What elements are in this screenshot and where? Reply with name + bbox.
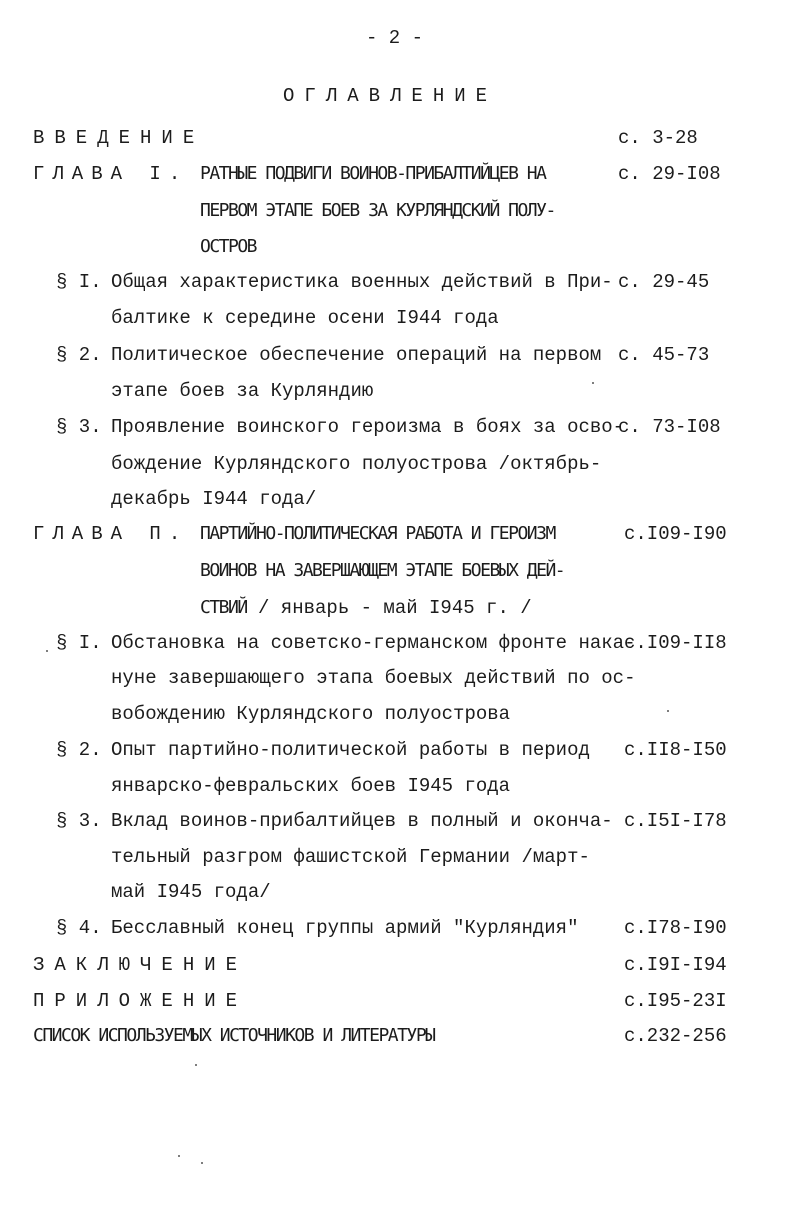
ch1-s3-mark: § 3. bbox=[56, 416, 102, 438]
ch2-s4-pages: с.I78-I90 bbox=[624, 917, 727, 939]
toc-appendix-label: ПРИЛОЖЕНИЕ bbox=[33, 990, 248, 1012]
ch2-s1-line: нуне завершающего этапа боевых действий по ос- bbox=[111, 667, 636, 689]
ch2-s2-mark: § 2. bbox=[56, 739, 102, 761]
ch2-s2-line: Опыт партийно-политической работы в период bbox=[111, 739, 590, 761]
ch1-s1-mark: § I. bbox=[56, 271, 102, 293]
ch1-s2-line: Политическое обеспечение операций на первом bbox=[111, 344, 602, 366]
ch1-s2-mark: § 2. bbox=[56, 344, 102, 366]
ch2-s2-line: январско-февральских боев I945 года bbox=[111, 775, 511, 797]
chapter2-title-line: СТВИЙ bbox=[200, 597, 247, 618]
chapter1-title-line: ПЕРВОМ ЭТАПЕ БОЕВ ЗА КУРЛЯНДСКИЙ ПОЛУ- bbox=[200, 200, 555, 221]
chapter1-label: ГЛАВА I. bbox=[33, 163, 189, 185]
chapter2-title-line: ПАРТИЙНО-ПОЛИТИЧЕСКАЯ РАБОТА И ГЕРОИЗМ bbox=[200, 523, 555, 544]
ch2-s3-pages: с.I5I-I78 bbox=[624, 810, 727, 832]
toc-appendix-pages: с.I95-23I bbox=[624, 990, 727, 1012]
ch2-s2-pages: с.II8-I50 bbox=[624, 739, 727, 761]
ch2-s1-line: вобождению Курляндского полуострова bbox=[111, 703, 511, 725]
chapter1-pages: с. 29-I08 bbox=[618, 163, 721, 185]
chapter2-pages: с.I09-I90 bbox=[624, 523, 727, 545]
toc-sources-pages: с.232-256 bbox=[624, 1025, 727, 1047]
toc-sources-label: СПИСОК ИСПОЛЬЗУЕМЫХ ИСТОЧНИКОВ И ЛИТЕРАТУРЫ bbox=[33, 1025, 435, 1046]
toc-intro-pages: с. 3-28 bbox=[618, 127, 698, 149]
scan-speck bbox=[201, 1162, 203, 1164]
ch2-s1-pages: с.I09-II8 bbox=[624, 632, 727, 654]
toc-conclusion-pages: с.I9I-I94 bbox=[624, 954, 727, 976]
ch2-s1-line: Обстановка на советско-германском фронте нака- bbox=[111, 632, 636, 654]
scan-speck bbox=[667, 710, 669, 712]
toc-intro-label: ВВЕДЕНИЕ bbox=[33, 127, 205, 149]
toc-title: ОГЛАВЛЕНИЕ bbox=[283, 85, 498, 107]
ch2-s4-mark: § 4. bbox=[56, 917, 102, 939]
ch2-s4-line: Бесславный конец группы армий "Курляндия" bbox=[111, 917, 579, 939]
ch1-s3-line: бождение Курляндского полуострова /октябрь- bbox=[111, 453, 602, 475]
ch2-s1-mark: § I. bbox=[56, 632, 102, 654]
toc-conclusion-label: ЗАКЛЮЧЕНИЕ bbox=[33, 954, 248, 976]
chapter1-title-line: РАТНЫЕ ПОДВИГИ ВОИНОВ-ПРИБАЛТИЙЦЕВ НА bbox=[200, 163, 546, 184]
scan-speck bbox=[195, 1064, 197, 1066]
ch1-s2-pages: с. 45-73 bbox=[618, 344, 710, 366]
ch2-s3-line: май I945 года/ bbox=[111, 881, 271, 903]
ch2-s3-mark: § 3. bbox=[56, 810, 102, 832]
scan-speck bbox=[592, 382, 594, 384]
chapter2-label: ГЛАВА П. bbox=[33, 523, 189, 545]
chapter2-title-line: ВОИНОВ НА ЗАВЕРШАЮЩЕМ ЭТАПЕ БОЕВЫХ ДЕЙ- bbox=[200, 560, 565, 581]
ch1-s1-line: Общая характеристика военных действий в При- bbox=[111, 271, 613, 293]
ch1-s2-line: этапе боев за Курляндию bbox=[111, 380, 374, 402]
ch1-s3-pages: с. 73-I08 bbox=[618, 416, 721, 438]
chapter2-title-dates: / январь - май I945 г. / bbox=[258, 597, 532, 619]
ch1-s1-pages: с. 29-45 bbox=[618, 271, 710, 293]
page-number: - 2 - bbox=[366, 27, 424, 49]
ch2-s3-line: Вклад воинов-прибалтийцев в полный и оконча- bbox=[111, 810, 613, 832]
chapter1-title-line: ОСТРОВ bbox=[200, 236, 257, 257]
ch1-s3-line: Проявление воинского героизма в боях за осво- bbox=[111, 416, 625, 438]
scan-speck bbox=[178, 1155, 180, 1157]
ch1-s3-line: декабрь I944 года/ bbox=[111, 488, 317, 510]
scan-speck bbox=[46, 650, 48, 652]
ch1-s1-line: балтике к середине осени I944 года bbox=[111, 307, 499, 329]
ch2-s3-line: тельный разгром фашистской Германии /март- bbox=[111, 846, 590, 868]
